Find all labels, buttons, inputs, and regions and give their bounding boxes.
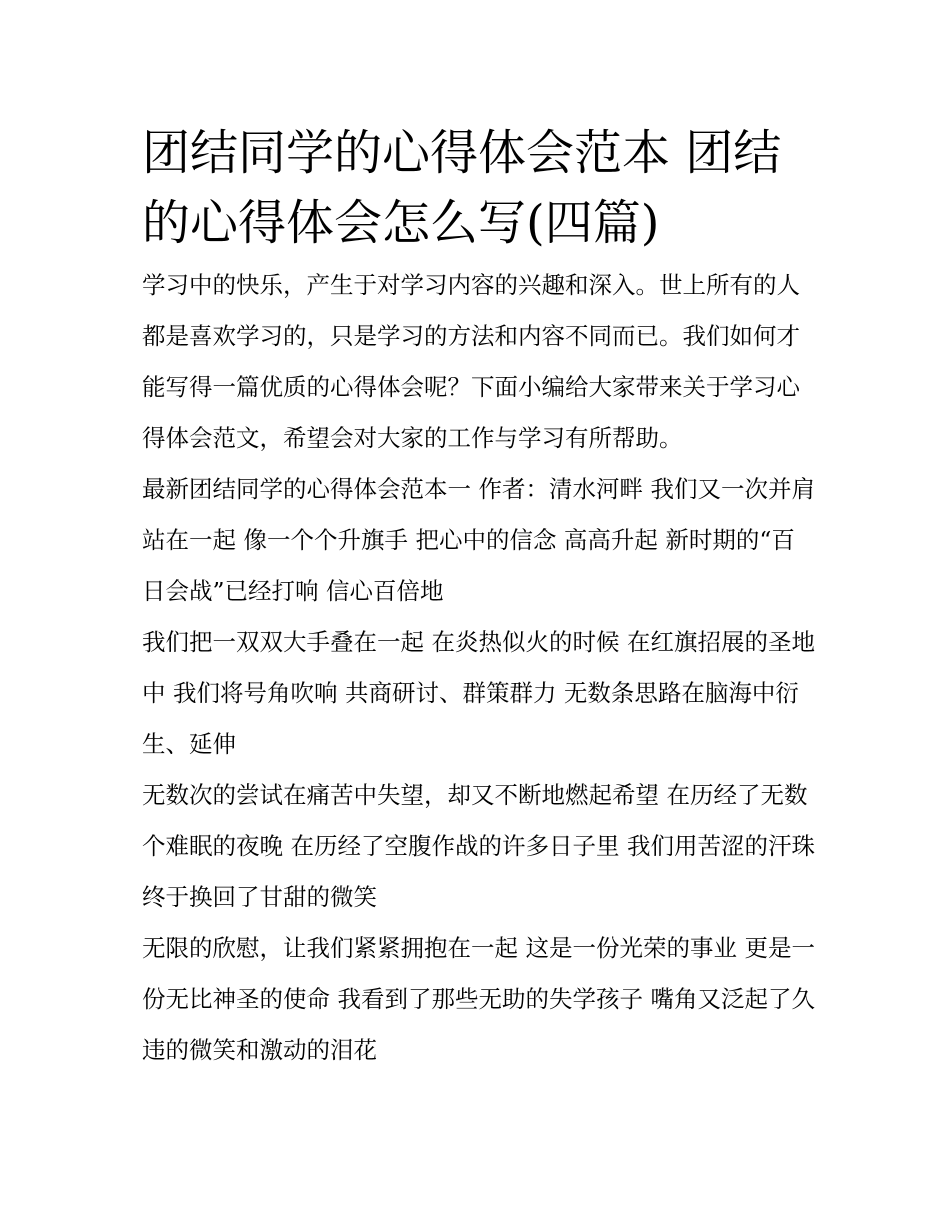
paragraph-intro: 学习中的快乐，产生于对学习内容的兴趣和深入。世上所有的人都是喜欢学习的，只是学习的方法和内容不同而已。我们如何才能写得一篇优质的心得体会呢？下面小编给大家带来关于学习心得体会范文，希望会对大家的工作与学习有所帮助。	[142, 271, 800, 452]
paragraph-2: 我们把一双双大手叠在一起 在炎热似火的时候 在红旗招展的圣地中 我们将号角吹响 共商研讨、群策群力 无数条思路在脑海中衍生、延伸	[142, 628, 815, 758]
paragraph-3: 无数次的尝试在痛苦中失望，却又不断地燃起希望 在历经了无数个难眠的夜晚 在历经了空腹作战的许多日子里 我们用苦涩的汗珠 终于换回了甘甜的微笑	[142, 781, 815, 911]
paragraph-4: 无限的欣慰，让我们紧紧拥抱在一起 这是一份光荣的事业 更是一份无比神圣的使命 我看到了那些无助的失学孩子 嘴角又泛起了久违的微笑和激动的泪花	[142, 934, 815, 1064]
paragraph-1: 最新团结同学的心得体会范本一 作者：清水河畔 我们又一次并肩站在一起 像一个个升旗手 把心中的信念 高高升起 新时期的“百日会战”已经打响 信心百倍地	[142, 475, 815, 605]
document-body	[142, 118, 818, 1076]
document-title: 团结同学的心得体会范本 团结的心得体会怎么写(四篇)	[142, 125, 782, 251]
